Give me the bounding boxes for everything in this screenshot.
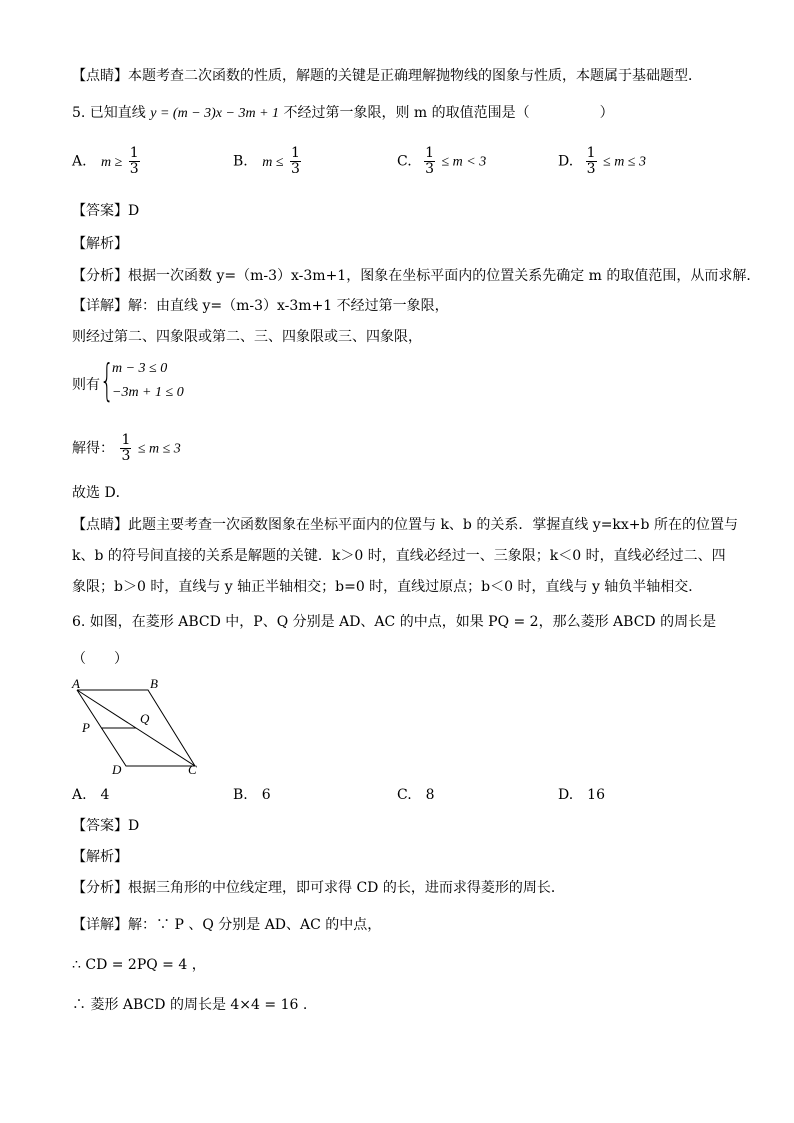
- result-1: ∴ CD = 2PQ = 4 ，: [72, 957, 206, 973]
- dianjing-1: 【点睛】此题主要考查一次函数图象在坐标平面内的位置与 k、b 的关系．掌握直线 y=kx+b 所在的位置与: [72, 517, 738, 533]
- dianjing-2: k、b 的符号间直接的关系是解题的关键．k＞0 时，直线必经过一、三象限；k＜0 时，直线必经过二、四: [72, 548, 726, 564]
- fraction: $\frac{1}{3}$: [586, 145, 596, 177]
- question-5: [72, 104, 614, 123]
- q5-option-b: B. m ≤ $\frac{1}{3}$: [233, 145, 300, 177]
- question-6-paren: （ ）: [72, 651, 128, 667]
- fraction: $\frac{1}{3}$: [290, 145, 300, 177]
- q5-equation: y = (m − 3)x − 3m + 1: [150, 106, 280, 121]
- answer-5: 【答案】D: [72, 203, 140, 219]
- q6-option-b: B. 6: [233, 787, 271, 803]
- fraction: $\frac{1}{3}$: [129, 145, 139, 177]
- q5-option-a: A. m ≥ $\frac{1}{3}$: [72, 145, 139, 177]
- brace-symbol: {: [100, 355, 114, 406]
- q5-option-d: D. $\frac{1}{3}$ ≤ m ≤ 3: [558, 145, 646, 177]
- answer-6: 【答案】D: [72, 818, 140, 834]
- label-b: B: [150, 676, 158, 691]
- fraction: $\frac{1}{3}$: [425, 145, 435, 177]
- rhombus-figure: [70, 676, 210, 776]
- result-2: ∴ 菱形 ABCD 的周长是 4×4 = 16 .: [72, 997, 308, 1013]
- jiexi-6: 【解析】: [72, 849, 128, 865]
- q5-rest: 不经过第一象限，则 m 的取值范围是（ ）: [283, 105, 614, 121]
- q5-option-c: C. $\frac{1}{3}$ ≤ m < 3: [397, 145, 487, 177]
- jingguo-line: 则经过第二、四象限或第二、三、四象限或三、四象限，: [72, 329, 422, 345]
- xiangjie-5: 【详解】解：由直线 y=（m-3）x-3m+1 不经过第一象限，: [72, 298, 449, 314]
- label-a: A: [72, 676, 80, 691]
- dianjing-prev: 【点睛】本题考查二次函数的性质，解题的关键是正确理解抛物线的图象与性质，本题属于基础题型．: [72, 68, 702, 84]
- solution-line: 解得： $\frac{1}{3}$ ≤ m ≤ 3: [72, 432, 181, 464]
- q6-option-d: D. 16: [558, 787, 605, 803]
- label-p: P: [82, 720, 90, 735]
- label-q: Q: [140, 711, 150, 726]
- q6-option-c: C. 8: [397, 787, 435, 803]
- q5-number: 5. 已知直线: [72, 105, 146, 121]
- xiangjie-6: 【详解】解：∵ P 、Q 分别是 AD、AC 的中点，: [72, 917, 382, 933]
- fraction: $\frac{1}{3}$: [121, 432, 131, 464]
- guxuan-5: 故选 D．: [72, 485, 130, 501]
- label-c: C: [188, 762, 197, 776]
- label-d: D: [112, 762, 122, 776]
- question-6: 6. 如图，在菱形 ABCD 中，P、Q 分别是 AD、AC 的中点，如果 PQ = 2，那么菱形 ABCD 的周长是: [72, 614, 717, 630]
- dianjing-3: 象限；b＞0 时，直线与 y 轴正半轴相交；b=0 时，直线过原点；b＜0 时，直线与 y 轴负半轴相交．: [72, 579, 703, 595]
- jiexi-5: 【解析】: [72, 236, 128, 252]
- q6-option-a: A. 4: [72, 787, 110, 803]
- fenxi-5: 【分析】根据一次函数 y=（m-3）x-3m+1，图象在坐标平面内的位置关系先确定 m 的取值范围，从而求解．: [72, 268, 761, 284]
- fenxi-6: 【分析】根据三角形的中位线定理，即可求得 CD 的长，进而求得菱形的周长．: [72, 880, 565, 896]
